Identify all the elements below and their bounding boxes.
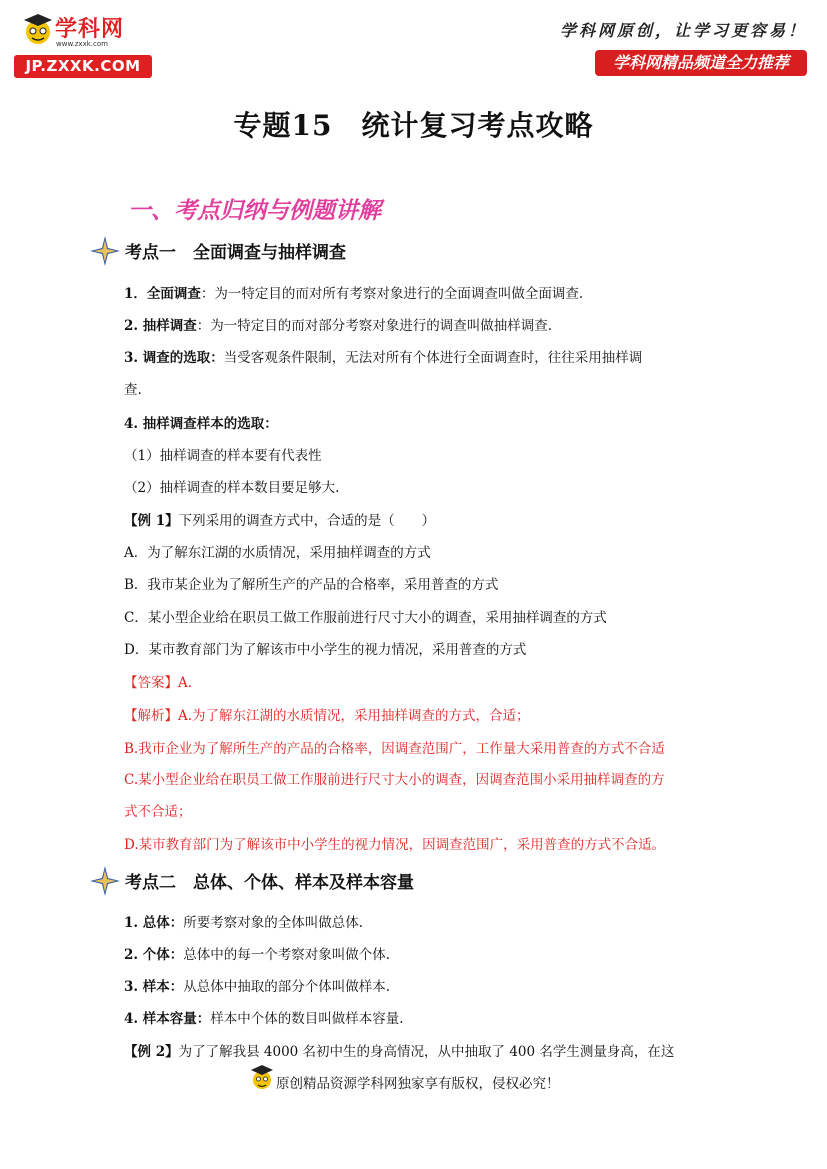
definition: 总体中的每一个考察对象叫做个体. — [183, 947, 391, 963]
section-title: 一、考点归纳与例题讲解 — [128, 198, 381, 224]
kp1-item-4 — [124, 412, 278, 432]
star-icon — [90, 236, 120, 266]
mascot-icon — [248, 1062, 276, 1096]
kp1-item-1 — [124, 282, 583, 302]
question-text: 下列采用的调查方式中，合适的是（ ） — [178, 513, 436, 529]
definition: 查. — [124, 382, 142, 398]
example-1-question — [124, 509, 435, 529]
kp2-item-2 — [124, 943, 390, 963]
definition: 所要考察对象的全体叫做总体. — [183, 915, 364, 931]
term: 1．全面调查 — [124, 286, 201, 302]
option-d: D．某市教育部门为了解该市中小学生的视力情况，采用普查的方式 — [124, 642, 527, 658]
term: 3. 样本： — [124, 979, 184, 995]
logo-text: 学科网 — [55, 17, 125, 42]
example-2-question — [124, 1040, 674, 1060]
analysis-line-3: C.某小型企业给在职员工做工作服前进行尺寸大小的调查，因调查范围小采用抽样调查的方 — [124, 772, 665, 788]
definition: ：为一特定目的而对所有考察对象进行的全面调查叫做全面调查. — [200, 286, 584, 302]
kp1-heading-text: 考点一 全面调查与抽样调查 — [125, 243, 346, 263]
term: 1. 总体： — [124, 915, 184, 931]
term: 3. 调查的选取： — [124, 350, 224, 366]
kp2-item-1 — [124, 911, 363, 931]
footer — [248, 1062, 608, 1096]
kp2-item-3 — [124, 975, 390, 995]
definition: 当受客观条件限制，无法对所有个体进行全面调查时，往往采用抽样调 — [223, 350, 643, 366]
kp1-item-3 — [124, 346, 642, 366]
answer: 【答案】A. — [124, 675, 193, 691]
analysis-line-5: D.某市教育部门为了解该市中小学生的视力情况，因调查范围广，采用普查的方式不合适。 — [124, 837, 666, 853]
kp1-sub-2: （2）抽样调查的样本数目要足够大. — [124, 480, 340, 496]
analysis-line-1: 【解析】A.为了解东江湖的水质情况，采用抽样调查的方式，合适； — [124, 708, 530, 724]
kp1-item-3-cont — [124, 378, 142, 398]
kp2-item-4 — [124, 1007, 404, 1027]
option-b: B．我市某企业为了解所生产的产品的合格率，采用普查的方式 — [124, 577, 499, 593]
term: 2. 个体： — [124, 947, 184, 963]
kp1-item-2 — [124, 314, 552, 334]
star-icon — [90, 866, 120, 896]
example-label: 【例 1】 — [124, 513, 179, 529]
option-a: A．为了解东江湖的水质情况，采用抽样调查的方式 — [124, 545, 431, 561]
logo-url: www.zxxk.com — [56, 40, 108, 48]
definition: 样本中个体的数目叫做样本容量. — [210, 1011, 404, 1027]
example-label: 【例 2】 — [124, 1044, 179, 1060]
recommend-badge: 学科网精品频道全力推荐 — [595, 50, 807, 76]
question-text: 为了了解我县 4000 名初中生的身高情况，从中抽取了 400 名学生测量身高，在这 — [178, 1044, 675, 1060]
analysis-line-2: B.我市企业为了解所生产的产品的合格率，因调查范围广，工作量大采用普查的方式不合适 — [124, 741, 665, 757]
jp-badge: JP.ZXXK.COM — [14, 55, 152, 78]
option-c: C．某小型企业给在职员工做工作服前进行尺寸大小的调查，采用抽样调查的方式 — [124, 610, 607, 626]
page-title: 专题15 统计复习考点攻略 — [233, 109, 594, 142]
kp2-heading-text: 考点二 总体、个体、样本及样本容量 — [125, 873, 414, 893]
slogan: 学科网原创，让学习更容易！ — [559, 21, 807, 40]
term: 4. 抽样调查样本的选取： — [124, 416, 278, 432]
mascot-icon — [18, 10, 58, 52]
term: 2. 抽样调查 — [124, 318, 197, 334]
kp1-sub-1: （1）抽样调查的样本要有代表性 — [124, 448, 322, 464]
footer-text: 原创精品资源学科网独家享有版权，侵权必究！ — [276, 1076, 560, 1092]
definition: 从总体中抽取的部分个体叫做样本. — [183, 979, 391, 995]
term: 4. 样本容量： — [124, 1011, 211, 1027]
analysis-line-4: 式不合适； — [124, 804, 192, 820]
definition: ：为一特定目的而对部分考察对象进行的调查叫做抽样调查. — [196, 318, 553, 334]
